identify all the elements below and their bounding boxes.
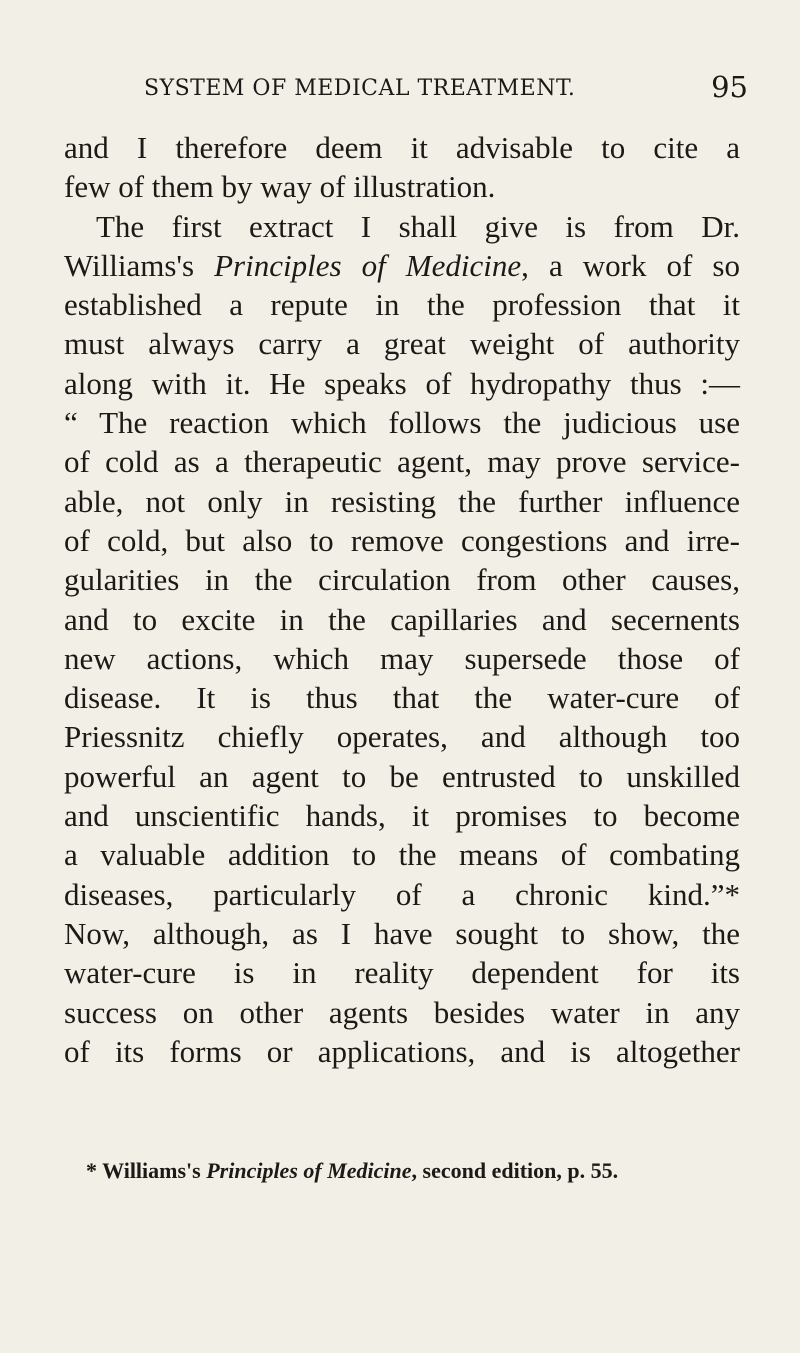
running-head xyxy=(64,70,748,110)
quote-line: Priessnitz chiefly operates, and although too xyxy=(64,719,740,755)
quote-line: gularities in the circulation from other causes, xyxy=(64,562,740,598)
quote-line: new actions, which may supersede those of xyxy=(64,640,740,676)
quote-line: able, not only in resisting the further influence xyxy=(64,483,740,519)
running-title: SYSTEM OF MEDICAL TREATMENT. xyxy=(144,76,576,101)
text-span: , a work of so xyxy=(521,247,740,283)
text-line: of its forms or applications, and is altogether xyxy=(64,1033,740,1069)
quote-line: disease. It is thus that the water-cure of xyxy=(64,680,740,716)
quote-line: and to excite in the capillaries and secernents xyxy=(64,601,740,637)
page-number: 95 xyxy=(711,70,748,104)
quote-line: “ The reaction which follows the judicious use xyxy=(64,405,740,441)
text-line: and I therefore deem it advisable to cite a xyxy=(64,130,740,165)
text-line: The first extract I shall give is from Dr. xyxy=(96,208,740,244)
text-line: water-cure is in reality dependent for its xyxy=(64,955,740,991)
body-text xyxy=(64,128,740,1071)
footnote xyxy=(86,1158,740,1184)
quote-line: a valuable addition to the means of combating xyxy=(64,837,740,873)
footnote-marker: * Williams's xyxy=(86,1158,207,1183)
text-line: established a repute in the profession that it xyxy=(64,287,740,323)
book-title: Principles of Medicine xyxy=(214,247,522,283)
text-line: Now, although, as I have sought to show, the xyxy=(64,915,740,951)
text-line: success on other agents besides water in any xyxy=(64,994,740,1030)
quote-line: and unscientific hands, it promises to become xyxy=(64,798,740,834)
footnote-citation: , second edition, p. 55. xyxy=(411,1158,619,1183)
quote-line: diseases, particularly of a chronic kind.”* xyxy=(64,876,740,912)
text-span: Williams's xyxy=(64,247,215,283)
footnote-book-title: Principles of Medicine xyxy=(206,1158,412,1183)
text-line: few of them by way of illustration. xyxy=(64,169,496,205)
text-line xyxy=(64,246,740,285)
quote-line: powerful an agent to be entrusted to unskilled xyxy=(64,758,740,794)
text-line: must always carry a great weight of authority xyxy=(64,326,740,362)
quote-line: of cold, but also to remove congestions and irre- xyxy=(64,522,740,558)
text-line: along with it. He speaks of hydropathy thus :— xyxy=(64,365,740,401)
quote-line: of cold as a therapeutic agent, may prove service- xyxy=(64,444,740,480)
